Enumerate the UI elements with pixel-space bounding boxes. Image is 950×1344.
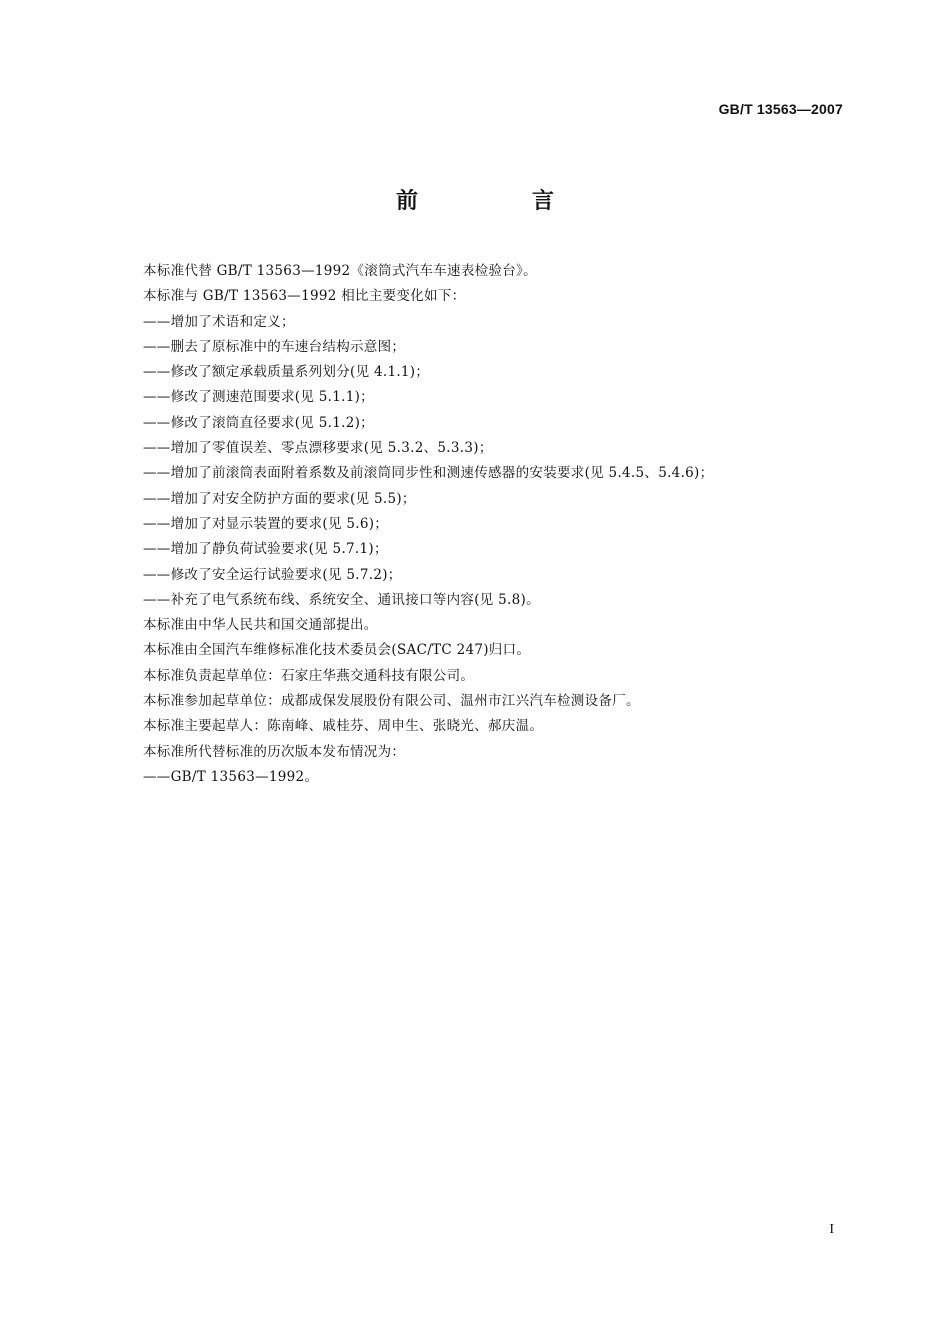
- paragraph-line: 本标准由中华人民共和国交通部提出。: [143, 617, 378, 634]
- paragraph-line: 本标准由全国汽车维修标准化技术委员会(SAC/TC 247)归口。: [143, 642, 531, 659]
- change-list-item: ——GB/T 13563—1992。: [143, 768, 319, 785]
- change-list-item: ——修改了滚筒直径要求(见 5.1.2)；: [143, 414, 374, 431]
- change-list-item: ——修改了额定承载质量系列划分(见 4.1.1)；: [143, 364, 430, 381]
- change-list-item: ——增加了零值误差、零点漂移要求(见 5.3.2、5.3.3)；: [143, 440, 493, 457]
- paragraph-line: 本标准主要起草人：陈南峰、戚桂芬、周申生、张晓光、郝庆温。: [143, 718, 544, 735]
- change-list-item: ——补充了电气系统布线、系统安全、通讯接口等内容(见 5.8)。: [143, 591, 540, 608]
- foreword-body: [143, 259, 843, 790]
- change-list-item: ——修改了安全运行试验要求(见 5.7.2)；: [143, 566, 402, 583]
- paragraph-line: 本标准所代替标准的历次版本发布情况为：: [143, 743, 406, 760]
- change-list-item: ——增加了术语和定义；: [143, 313, 295, 330]
- paragraph-line: 本标准负责起草单位：石家庄华燕交通科技有限公司。: [143, 667, 475, 684]
- page-title: 前 言: [395, 189, 600, 214]
- change-list-item: ——增加了前滚筒表面附着系数及前滚筒同步性和测速传感器的安装要求(见 5.4.5、5.4.6)；: [143, 465, 714, 482]
- change-list-item: ——增加了对显示装置的要求(见 5.6)；: [143, 515, 389, 532]
- change-list-item: ——增加了对安全防护方面的要求(见 5.5)；: [143, 490, 416, 507]
- change-list-item: ——增加了静负荷试验要求(见 5.7.1)；: [143, 541, 388, 558]
- change-list-item: ——删去了原标准中的车速台结构示意图；: [143, 338, 406, 355]
- page-number: I: [829, 1222, 834, 1237]
- change-list-item: ——修改了测速范围要求(见 5.1.1)；: [143, 389, 374, 406]
- paragraph-line: 本标准参加起草单位：成都成保发展股份有限公司、温州市江兴汽车检测设备厂。: [143, 693, 640, 710]
- paragraph-line: 本标准与 GB/T 13563—1992 相比主要变化如下：: [143, 288, 466, 305]
- standard-code: GB/T 13563—2007: [718, 101, 843, 117]
- paragraph-line: 本标准代替 GB/T 13563—1992《滚筒式汽车车速表检验台》。: [143, 263, 537, 279]
